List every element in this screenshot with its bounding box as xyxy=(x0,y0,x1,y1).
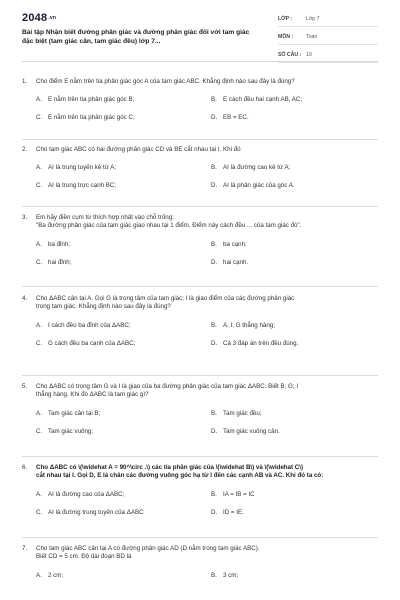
option-text: AI là đường cao kẻ từ A; xyxy=(223,164,291,172)
answer-option-c[interactable] xyxy=(36,340,203,348)
answer-option-c[interactable] xyxy=(36,509,203,517)
meta-label-subject: MÔN : xyxy=(278,34,294,40)
question-number: 3. xyxy=(22,214,28,221)
option-text: AI là đường trung tuyến của ΔABC xyxy=(48,508,144,516)
question-number: 2. xyxy=(22,146,28,153)
answer-option-b[interactable] xyxy=(211,572,378,580)
question-stem xyxy=(22,383,378,400)
answer-option-a[interactable] xyxy=(36,572,203,580)
option-text: G cách đều ba cạnh của ΔABC; xyxy=(48,339,136,347)
option-text: ID = IE. xyxy=(223,508,244,516)
question-text-line: trong tam giác. Khẳng định nào sau đây là đúng? xyxy=(36,303,171,311)
meta-label-grade: LỚP : xyxy=(278,16,293,22)
question-text-line: "Ba đường phân giác của tam giác giao nhau tại 1 điểm. Điểm này cách đều ... của tam giác đó". xyxy=(36,222,302,230)
answer-option-b[interactable] xyxy=(211,164,378,172)
option-text: AI là trung tuyến kẻ từ A; xyxy=(48,164,117,172)
meta-value-grade: Lớp 7 xyxy=(306,16,320,22)
option-letter: C. xyxy=(36,339,43,347)
option-text: AI là trung trực cạnh BC; xyxy=(48,182,117,190)
answer-option-b[interactable] xyxy=(211,96,378,104)
option-letter: C. xyxy=(36,114,43,122)
site-logo[interactable] xyxy=(22,12,56,24)
option-text: Tam giác vuông; xyxy=(48,427,94,435)
question-number: 6. xyxy=(22,464,28,471)
answer-options xyxy=(22,164,378,200)
option-letter: A. xyxy=(36,490,42,498)
option-text: hai cạnh. xyxy=(223,258,249,266)
question-text-line: Cho tam giác ABC cân tại A có đường phân giác AD (D nằm trong tam giác ABC). xyxy=(36,545,260,552)
option-text: ba cạnh; xyxy=(223,240,247,248)
question-number: 5. xyxy=(22,383,28,390)
question-number: 7. xyxy=(22,545,28,552)
option-text: A, I, G thẳng hàng; xyxy=(223,321,275,329)
worksheet-title: Bài tập Nhận biết đường phân giác và đường phân giác đối với tam giác đặc biệt (tam giác cân, tam giác đều) lớp 7... xyxy=(22,29,250,45)
option-letter: A. xyxy=(36,164,42,172)
option-letter: D. xyxy=(211,182,218,190)
question-text-line: thẳng hàng. Khi đó ΔABC là tam giác gì? xyxy=(36,391,149,399)
question-stem xyxy=(22,214,378,231)
answer-option-a[interactable] xyxy=(36,96,203,104)
question-number: 1. xyxy=(22,78,28,85)
answer-option-c[interactable] xyxy=(36,182,203,190)
answer-options xyxy=(22,491,378,527)
answer-option-c[interactable] xyxy=(36,114,203,122)
answer-option-a[interactable] xyxy=(36,322,203,330)
option-text: 3 cm; xyxy=(223,571,239,579)
option-letter: C. xyxy=(36,182,43,190)
answer-options xyxy=(22,241,378,277)
answer-option-d[interactable] xyxy=(211,428,378,436)
option-text: AI là đường cao của ΔABC; xyxy=(48,490,125,498)
question-number: 4. xyxy=(22,295,28,302)
option-letter: C. xyxy=(36,508,43,516)
option-letter: D. xyxy=(211,114,218,122)
answer-option-b[interactable] xyxy=(211,410,378,418)
option-letter: D. xyxy=(211,258,218,266)
option-letter: B. xyxy=(211,571,217,579)
answer-options xyxy=(22,96,378,132)
meta-row-question-count xyxy=(278,48,378,63)
answer-option-d[interactable] xyxy=(211,509,378,517)
answer-option-d[interactable] xyxy=(211,114,378,122)
option-text: E cách đều hai cạnh AB, AC; xyxy=(223,96,303,104)
answer-option-b[interactable] xyxy=(211,241,378,249)
answer-option-d[interactable] xyxy=(211,182,378,190)
question-5 xyxy=(22,383,378,457)
answer-option-a[interactable] xyxy=(36,241,203,249)
option-letter: A. xyxy=(36,240,42,248)
question-stem xyxy=(22,78,378,86)
option-letter: B. xyxy=(211,240,217,248)
option-letter: B. xyxy=(211,164,217,172)
worksheet-meta xyxy=(278,12,378,66)
question-text-line: Cho tam giác ABC có hai đường phân giác CD và BE cắt nhau tại I. Khi đó xyxy=(36,146,241,153)
option-text: Tam giác đều; xyxy=(223,409,262,417)
question-stem xyxy=(22,545,378,562)
option-text: hai đỉnh; xyxy=(48,258,72,266)
question-2 xyxy=(22,146,378,207)
answer-option-c[interactable] xyxy=(36,259,203,267)
logo-sub-text: .vn xyxy=(48,15,57,22)
option-letter: A. xyxy=(36,321,42,329)
option-letter: D. xyxy=(211,508,218,516)
answer-option-b[interactable] xyxy=(211,491,378,499)
option-text: I cách đều ba đỉnh của ΔABC; xyxy=(48,321,131,329)
option-letter: B. xyxy=(211,96,217,104)
question-text-line: Cho điểm E nằm trên tia phân giác góc A của tam giác ABC. Khẳng định nào sau đây là đúng? xyxy=(36,78,295,85)
option-text: ba đỉnh; xyxy=(48,240,71,248)
answer-option-d[interactable] xyxy=(211,340,378,348)
answer-options xyxy=(22,410,378,446)
question-text-line: Cho ΔABC có \(\widehat A = 90^\circ .\) các tia phân giác của \(\widehat B\) và \(\widehat C\) xyxy=(36,464,304,471)
answer-option-a[interactable] xyxy=(36,410,203,418)
worksheet-header xyxy=(22,0,378,62)
meta-label-question-count: SỐ CÂU : xyxy=(278,52,302,58)
option-letter: D. xyxy=(211,339,218,347)
option-letter: B. xyxy=(211,490,217,498)
option-text: E nằm trên tia phân giác góc B; xyxy=(48,96,135,104)
answer-options xyxy=(22,322,378,358)
option-text: IA = IB = IC xyxy=(223,490,255,498)
meta-value-subject: Toán xyxy=(306,34,318,40)
option-text: EB = EC. xyxy=(223,114,249,122)
option-text: AI là phân giác của góc A. xyxy=(223,182,295,190)
option-letter: B. xyxy=(211,409,217,417)
logo-main-text: 2048 xyxy=(22,12,48,24)
question-1 xyxy=(22,78,378,140)
option-letter: D. xyxy=(211,427,218,435)
question-text-line: cắt nhau tại I. Gọi D, E là chân các đường vuông góc hạ từ I đến các cạnh AB và AC. Khi đó ta có: xyxy=(36,472,324,480)
option-letter: B. xyxy=(211,321,217,329)
question-text-line: Cho ΔABC có trọng tâm G và I là giao của ba đường phân giác của tam giác ΔABC. Biết B; G; I xyxy=(36,383,299,390)
question-6 xyxy=(22,464,378,538)
answer-option-a[interactable] xyxy=(36,491,203,499)
answer-option-c[interactable] xyxy=(36,428,203,436)
option-letter: C. xyxy=(36,427,43,435)
answer-option-b[interactable] xyxy=(211,322,378,330)
option-text: Tam giác vuông cân. xyxy=(223,427,280,435)
question-7 xyxy=(22,545,378,600)
question-stem xyxy=(22,295,378,312)
option-letter: A. xyxy=(36,571,42,579)
option-text: E nằm trên tia phân giác góc C; xyxy=(48,114,135,122)
option-letter: A. xyxy=(36,409,42,417)
question-stem xyxy=(22,464,378,481)
question-stem xyxy=(22,146,378,154)
meta-row-subject xyxy=(278,30,378,45)
question-3 xyxy=(22,214,378,287)
question-4 xyxy=(22,295,378,376)
option-text: Tam giác cân tại B; xyxy=(48,409,101,417)
question-text-line: Em hãy điền cụm từ thích hợp nhất vào chỗ trống: xyxy=(36,214,174,221)
option-text: Cả 3 đáp án trên đều đúng. xyxy=(223,339,299,347)
meta-row-grade xyxy=(278,12,378,27)
answer-option-a[interactable] xyxy=(36,164,203,172)
question-text-line: Cho ΔABC cân tại A. Gọi G là trọng tâm của tam giác; I là giao điểm của các đường phân giác xyxy=(36,295,295,302)
option-letter: C. xyxy=(36,258,43,266)
question-text-line: Biết CD = 5 cm. Độ dài đoạn BD là xyxy=(36,553,132,561)
option-text: 2 cm; xyxy=(48,571,64,579)
answer-options xyxy=(22,572,378,590)
answer-option-d[interactable] xyxy=(211,259,378,267)
meta-value-question-count: 10 xyxy=(306,52,312,58)
option-letter: A. xyxy=(36,96,42,104)
